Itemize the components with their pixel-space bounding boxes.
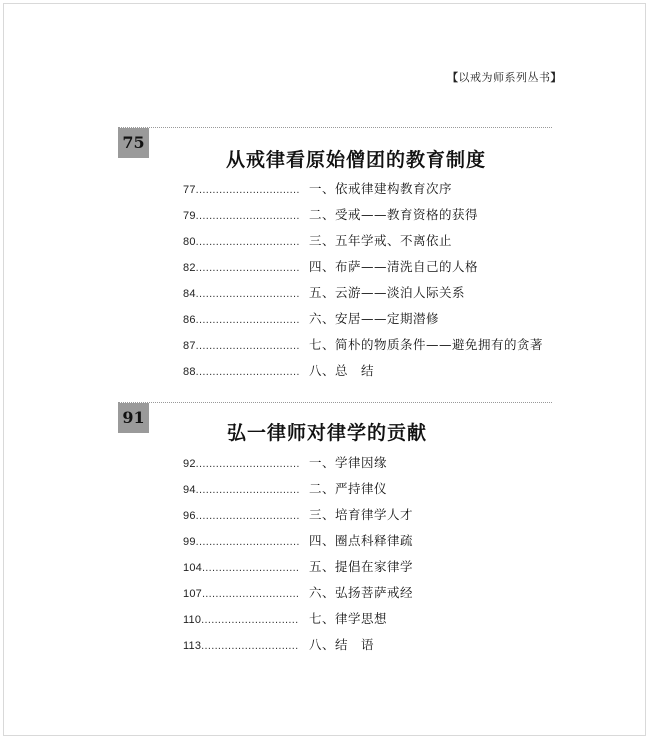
- toc-entry[interactable]: [183, 259, 479, 275]
- toc-entry[interactable]: [183, 611, 388, 627]
- toc-entry-title: 三、培育律学人才: [309, 507, 414, 522]
- toc-page: 80: [183, 236, 196, 248]
- series-header: [447, 69, 562, 85]
- toc-entry-title: 七、律学思想: [309, 611, 388, 626]
- toc-entry[interactable]: [183, 455, 388, 471]
- leader-dots: ...............................: [195, 366, 300, 378]
- section-page-number: 91: [118, 403, 149, 433]
- toc-entry[interactable]: [183, 337, 544, 353]
- toc-page: 79: [183, 210, 196, 222]
- toc-entry-title: 六、弘扬菩萨戒经: [309, 585, 414, 600]
- toc-page: 113: [183, 640, 202, 652]
- series-title: 以戒为师系列丛书: [458, 71, 551, 84]
- toc-entry-title: 五、提倡在家律学: [309, 559, 414, 574]
- series-close-bracket: 】: [550, 71, 562, 84]
- toc-page: 92: [183, 458, 196, 470]
- toc-entry[interactable]: [183, 181, 453, 197]
- toc-entry-title: 八、总 结: [309, 363, 375, 378]
- toc-entry[interactable]: [183, 507, 414, 523]
- leader-dots: ...............................: [195, 314, 300, 326]
- toc-entry[interactable]: [183, 585, 414, 601]
- toc-page: 86: [183, 314, 196, 326]
- section-divider: [118, 402, 552, 403]
- toc-entry[interactable]: [183, 637, 375, 653]
- toc-entry[interactable]: [183, 311, 440, 327]
- leader-dots: ...............................: [195, 288, 300, 300]
- toc-page: 84: [183, 288, 196, 300]
- leader-dots: .............................: [201, 640, 299, 652]
- toc-entry-title: 七、简朴的物质条件——避免拥有的贪著: [309, 337, 544, 352]
- toc-entry[interactable]: [183, 207, 479, 223]
- toc-page: 107: [183, 588, 202, 600]
- toc-entry-title: 四、布萨——清洗自己的人格: [309, 259, 479, 274]
- leader-dots: ...............................: [195, 510, 300, 522]
- toc-page: 96: [183, 510, 196, 522]
- toc-entry-title: 二、严持律仪: [309, 481, 388, 496]
- toc-entry[interactable]: [183, 481, 388, 497]
- leader-dots: ...............................: [195, 210, 300, 222]
- toc-entry-title: 四、圈点科释律疏: [309, 533, 414, 548]
- leader-dots: ...............................: [195, 262, 300, 274]
- toc-page: 110: [183, 614, 202, 626]
- leader-dots: .............................: [201, 588, 300, 600]
- toc-entry-title: 五、云游——淡泊人际关系: [309, 285, 466, 300]
- series-open-bracket: 【: [447, 71, 459, 84]
- toc-entry[interactable]: [183, 533, 414, 549]
- toc-page: 82: [183, 262, 196, 274]
- toc-page: 99: [183, 536, 196, 548]
- toc-entry-title: 一、依戒律建构教育次序: [309, 181, 453, 196]
- toc-entry[interactable]: [183, 285, 466, 301]
- leader-dots: ...............................: [195, 484, 300, 496]
- section-title: 弘一律师对律学的贡献: [227, 422, 428, 444]
- toc-page: 88: [183, 366, 196, 378]
- toc-entry[interactable]: [183, 363, 375, 379]
- toc-entry-title: 一、学律因缘: [309, 455, 388, 470]
- toc-page: 94: [183, 484, 196, 496]
- leader-dots: .............................: [201, 614, 299, 626]
- leader-dots: .............................: [201, 562, 300, 574]
- toc-entry[interactable]: [183, 233, 453, 249]
- toc-entry-title: 六、安居——定期潜修: [309, 311, 440, 326]
- section-title: 从戒律看原始僧团的教育制度: [226, 149, 487, 171]
- toc-entry-title: 三、五年学戒、不离依止: [309, 233, 453, 248]
- toc-page: 87: [183, 340, 196, 352]
- section-divider: [118, 127, 552, 128]
- toc-page: 104: [183, 562, 202, 574]
- toc-page: 77: [183, 184, 196, 196]
- toc-entry-title: 二、受戒——教育资格的获得: [309, 207, 479, 222]
- leader-dots: ...............................: [195, 536, 300, 548]
- toc-entry-title: 八、结 语: [309, 637, 375, 652]
- leader-dots: ...............................: [195, 458, 300, 470]
- leader-dots: ...............................: [195, 184, 300, 196]
- leader-dots: ...............................: [195, 236, 300, 248]
- leader-dots: ...............................: [195, 340, 300, 352]
- section-page-number: 75: [118, 128, 149, 158]
- toc-entry[interactable]: [183, 559, 414, 575]
